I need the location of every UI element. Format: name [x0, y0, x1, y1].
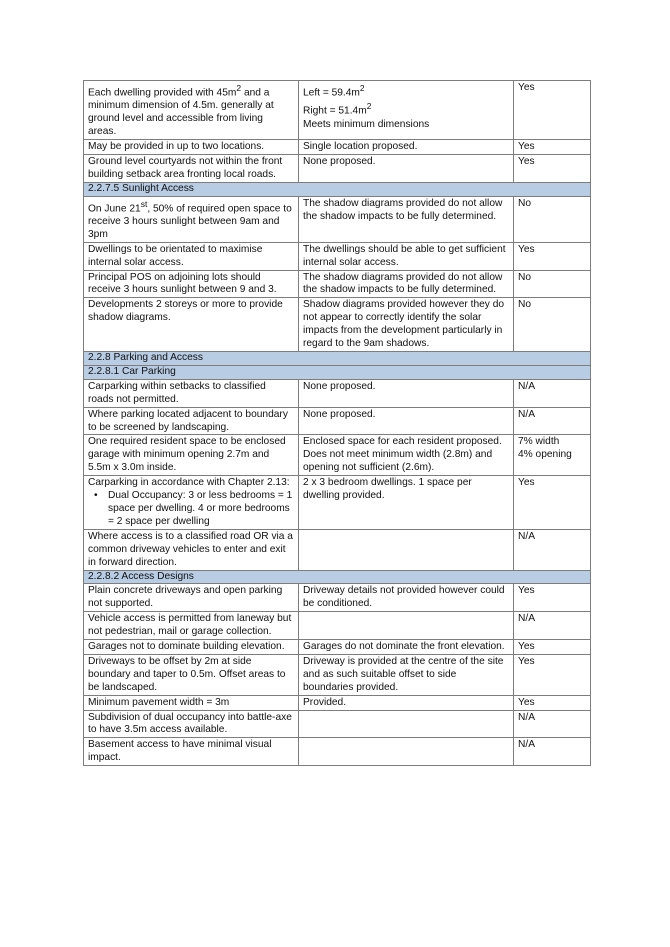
compliance-cell: N/A	[514, 379, 591, 407]
compliance-cell: N/A	[514, 612, 591, 640]
proposal-cell: Single location proposed.	[299, 140, 514, 155]
table-row	[84, 529, 591, 570]
requirement-cell: Garages not to dominate building elevation.	[84, 640, 299, 655]
compliance-cell: No	[514, 298, 591, 352]
requirement-cell: One required resident space to be enclosed garage with minimum opening 2.7m and 5.5m x 3.0m inside.	[84, 435, 299, 476]
proposal-line: Meets minimum dimensions	[303, 118, 430, 130]
table-row	[84, 640, 591, 655]
table-row	[84, 710, 591, 738]
proposal-line: Left = $59.4m^2$	[303, 83, 365, 99]
proposal-cell	[299, 738, 514, 766]
section-heading-row	[84, 365, 591, 379]
table-row	[84, 407, 591, 435]
proposal-cell: Driveway details not provided however could be conditioned.	[299, 584, 514, 612]
table-row	[84, 476, 591, 530]
compliance-cell: N/A	[514, 529, 591, 570]
requirement-cell: On June 21st, 50% of required open space to receive 3 hours sunlight between 9am and 3pm	[84, 196, 299, 242]
requirement-text: Carparking in accordance with Chapter 2.13:	[88, 477, 290, 489]
requirement-cell: Developments 2 storeys or more to provide shadow diagrams.	[84, 298, 299, 352]
table-row	[84, 435, 591, 476]
table-row	[84, 612, 591, 640]
requirement-cell: Plain concrete driveways and open parking not supported.	[84, 584, 299, 612]
table-row	[84, 584, 591, 612]
section-heading-row	[84, 182, 591, 196]
requirement-cell: Where access is to a classified road OR via a common driveway vehicles to enter and exit in forward direction.	[84, 529, 299, 570]
proposal-cell: The dwellings should be able to get sufficient internal solar access.	[299, 242, 514, 270]
compliance-cell: N/A	[514, 407, 591, 435]
compliance-cell: No	[514, 270, 591, 298]
proposal-cell	[299, 529, 514, 570]
proposal-cell	[299, 612, 514, 640]
table-row	[84, 154, 591, 182]
section-heading: 2.2.8 Parking and Access	[84, 352, 591, 366]
compliance-cell: Yes	[514, 695, 591, 710]
table-row	[84, 379, 591, 407]
compliance-cell: Yes	[514, 140, 591, 155]
proposal-cell: The shadow diagrams provided do not allow the shadow impacts to be fully determined.	[299, 270, 514, 298]
compliance-cell	[514, 435, 591, 476]
table-row	[84, 140, 591, 155]
requirement-text: Each dwelling provided with 45m	[88, 87, 237, 99]
proposal-cell: Shadow diagrams provided however they do not appear to correctly identify the solar impacts from the development particularly in regard to the 9am shadows.	[299, 298, 514, 352]
section-heading: 2.2.7.5 Sunlight Access	[84, 182, 591, 196]
table-row	[84, 298, 591, 352]
requirement-cell: Basement access to have minimal visual impact.	[84, 738, 299, 766]
compliance-cell: Yes	[514, 154, 591, 182]
requirement-cell	[84, 476, 299, 530]
requirement-cell: Carparking within setbacks to classified roads not permitted.	[84, 379, 299, 407]
table-row	[84, 695, 591, 710]
compliance-cell: Yes	[514, 584, 591, 612]
table-row	[84, 738, 591, 766]
compliance-cell: N/A	[514, 710, 591, 738]
table-row	[84, 196, 591, 242]
bullet-item: • Dual Occupancy: 3 or less bedrooms = 1 space per dwelling. 4 or more bedrooms = 2 space per dwelling	[108, 490, 294, 529]
requirement-cell: May be provided in up to two locations.	[84, 140, 299, 155]
requirement-cell: Dwellings to be orientated to maximise internal solar access.	[84, 242, 299, 270]
compliance-cell: Yes	[514, 242, 591, 270]
bullet-list	[88, 490, 294, 529]
requirement-cell	[84, 81, 299, 140]
requirement-cell: Minimum pavement width = 3m	[84, 695, 299, 710]
requirement-cell: Subdivision of dual occupancy into battle-axe to have 3.5m access available.	[84, 710, 299, 738]
proposal-cell: Driveway is provided at the centre of the site and as such suitable offset to side boundaries provided.	[299, 654, 514, 695]
compliance-cell: Yes	[514, 476, 591, 530]
table-row	[84, 654, 591, 695]
requirement-cell: Driveways to be offset by 2m at side boundary and taper to 0.5m. Offset areas to be landscaped.	[84, 654, 299, 695]
proposal-cell: None proposed.	[299, 379, 514, 407]
compliance-cell: Yes	[514, 81, 591, 140]
section-heading: 2.2.8.2 Access Designs	[84, 570, 591, 584]
proposal-cell: 2 x 3 bedroom dwellings. 1 space per dwelling provided.	[299, 476, 514, 530]
proposal-cell: Enclosed space for each resident proposed. Does not meet minimum width (2.8m) and opening not sufficient (2.6m).	[299, 435, 514, 476]
proposal-line: Right = $51.4m^2$	[303, 101, 372, 117]
compliance-cell: No	[514, 196, 591, 242]
proposal-cell: None proposed.	[299, 407, 514, 435]
section-heading: 2.2.8.1 Car Parking	[84, 365, 591, 379]
section-heading-row	[84, 352, 591, 366]
proposal-cell: Garages do not dominate the front elevation.	[299, 640, 514, 655]
proposal-cell: The shadow diagrams provided do not allow the shadow impacts to be fully determined.	[299, 196, 514, 242]
proposal-cell: None proposed.	[299, 154, 514, 182]
requirement-cell: Ground level courtyards not within the front building setback area fronting local roads.	[84, 154, 299, 182]
superscript: st	[140, 198, 148, 209]
section-heading-row	[84, 570, 591, 584]
proposal-cell: Provided.	[299, 695, 514, 710]
compliance-cell: Yes	[514, 654, 591, 695]
proposal-cell	[299, 710, 514, 738]
table-row	[84, 270, 591, 298]
proposal-cell	[299, 81, 514, 140]
table-row	[84, 81, 591, 140]
compliance-line: 7% width	[518, 436, 560, 448]
table-row	[84, 242, 591, 270]
requirement-cell: Where parking located adjacent to boundary to be screened by landscaping.	[84, 407, 299, 435]
compliance-cell: N/A	[514, 738, 591, 766]
compliance-table	[83, 80, 591, 766]
compliance-cell: Yes	[514, 640, 591, 655]
requirement-cell: Vehicle access is permitted from laneway but not pedestrian, mail or garage collection.	[84, 612, 299, 640]
compliance-line: 4% opening	[518, 449, 572, 461]
superscript: 2	[236, 83, 242, 93]
requirement-cell: Principal POS on adjoining lots should receive 3 hours sunlight between 9 and 3.	[84, 270, 299, 298]
requirement-text: and a minimum dimension of 4.5m. generally at ground level and accessible from living areas.	[88, 87, 274, 138]
